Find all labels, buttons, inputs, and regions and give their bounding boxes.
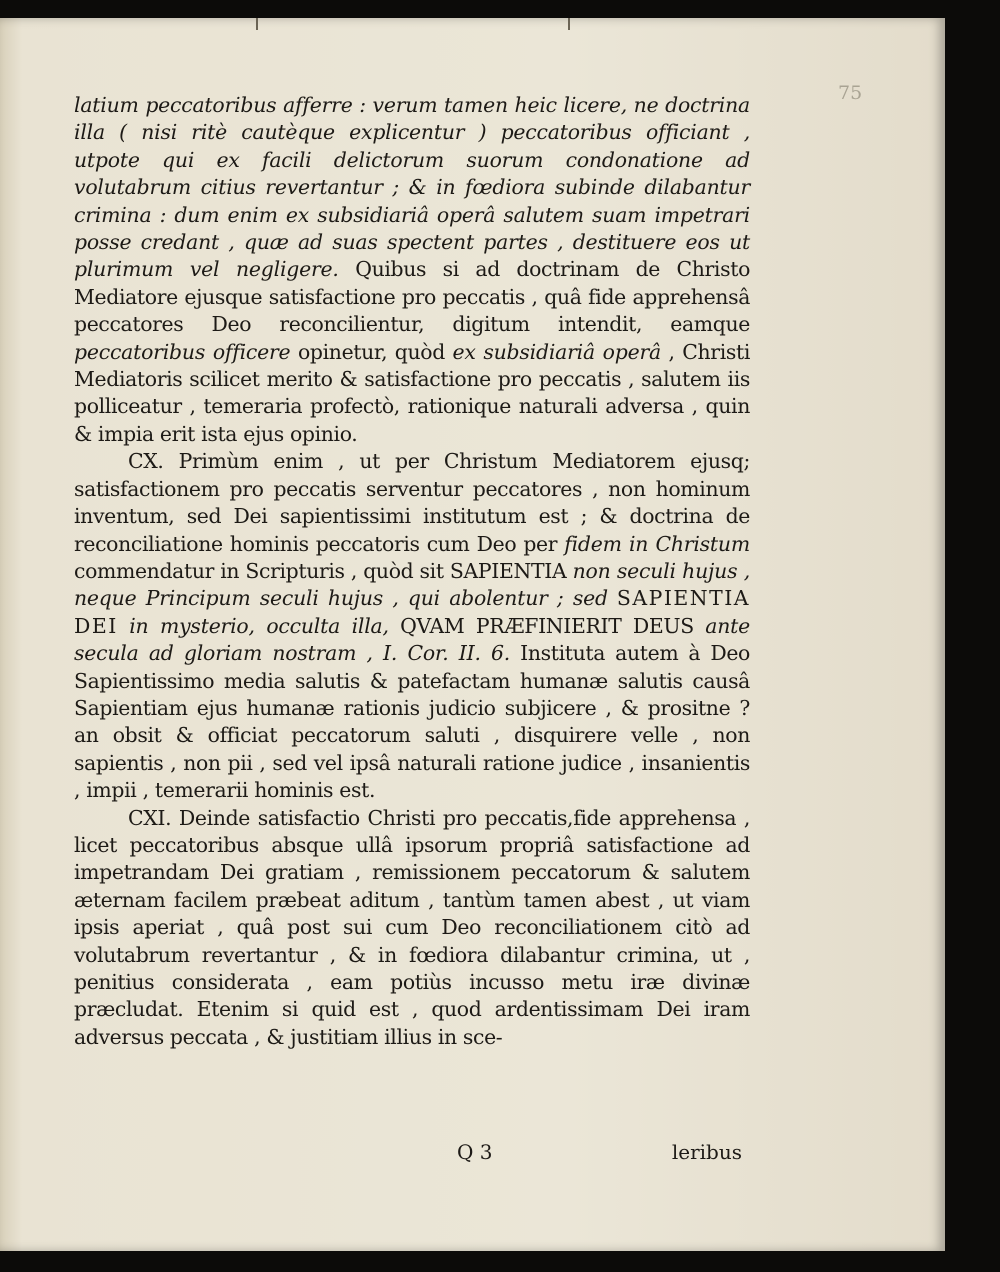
signature-mark: Q 3 bbox=[457, 1140, 493, 1164]
text-run: opinetur, quòd bbox=[290, 339, 453, 364]
text-run: Quibus si ad doctrinam de Christo Mediatore ejusque satisfactione pro peccatis , quâ fide apprehensâ peccatores Deo reconcilientur, digitum intendit, eamque bbox=[74, 257, 750, 337]
text-run: commendatur in Scripturis , quòd sit SAPIENTIA bbox=[74, 558, 573, 583]
italic-text-run: peccatoribus officere bbox=[74, 339, 291, 364]
paragraph bbox=[74, 92, 750, 448]
text-run: , Christi Mediatoris scilicet merito & satisfactione pro peccatis , salutem iis polliceatur , temeraria profectò, rationique naturali adversa , quin & impia erit ista ejus opinio. bbox=[74, 339, 750, 446]
body-text bbox=[74, 92, 750, 1051]
italic-text-run: ex subsidiariâ operâ bbox=[452, 339, 661, 364]
paragraph bbox=[74, 805, 750, 1052]
paragraph bbox=[74, 448, 750, 804]
text-run: Instituta autem à Deo Sapientissimo media salutis & patefactam humanæ salutis causâ Sapientiam ejus humanæ rationis judicio subjicere , & prositne ? an obsit & officiat peccatorum saluti , disquirere velle , non sapientis , non pii , sed vel ipsâ naturali ratione judice , insanientis , impii , temerarii hominis est. bbox=[74, 641, 750, 803]
text-run: CX. Primùm enim , ut per Christum Mediatorem ejusq; satisfactionem pro peccatis serventur peccatores , non hominum inventum, sed Dei sapientissimi institutum est ; & doctrina de reconciliatione hominis peccatoris cum Deo per bbox=[74, 449, 750, 556]
italic-text-run: latium peccatoribus afferre : verum tamen heic licere, ne doctrina illa ( nisi ritè cautèque explicentur ) peccatoribus officiant , utpote qui ex facili delictorum suorum condonatione ad volutabrum citius revertantur ; & in fœdiora subinde dilabantur crimina : dum enim ex subsidiariâ operâ salutem suam impetrari posse credant , quæ ad suas spectent partes , destituere eos ut plurimum vel negligere. bbox=[74, 93, 750, 282]
italic-text-run: ante secula ad gloriam nostram , I. Cor. II. 6. bbox=[74, 613, 750, 666]
text-run: SAPIENTIA DEI bbox=[74, 586, 750, 638]
italic-text-run: non seculi hujus , neque Principum seculi hujus , qui abolentur ; sed bbox=[74, 558, 750, 611]
italic-text-run: in mysterio, occulta illa, bbox=[129, 613, 389, 638]
text-run bbox=[608, 586, 617, 610]
page-edge-mark bbox=[256, 18, 258, 30]
text-run: CXI. Deinde satisfactio Christi pro peccatis,fide apprehensa , licet peccatoribus absque ullâ ipsorum propriâ satisfactione ad impetrandam Dei gratiam , remissionem peccatorum & salutem æternam facilem præbeat aditum , tantùm tamen abest , ut viam ipsis aperiat , quâ post sui cum Deo reconciliationem citò ad volutabrum revertantur , & in fœdiora dilabantur crimina, ut , penitius considerata , eam potiùs incusso metu iræ divinæ præcludat. Etenim si quid est , quod ardentissimam Dei iram adversus peccata , & justitiam illius in sce- bbox=[74, 805, 750, 1049]
italic-text-run: fidem in Christum bbox=[564, 531, 750, 556]
text-run: QVAM PRÆFINIERIT DEUS bbox=[388, 613, 706, 638]
page-edge-mark bbox=[568, 18, 570, 30]
page-number: 75 bbox=[838, 82, 863, 104]
book-page bbox=[0, 18, 945, 1251]
catchword: leribus bbox=[671, 1140, 742, 1164]
page-footer bbox=[74, 1140, 750, 1170]
text-run bbox=[118, 614, 129, 638]
